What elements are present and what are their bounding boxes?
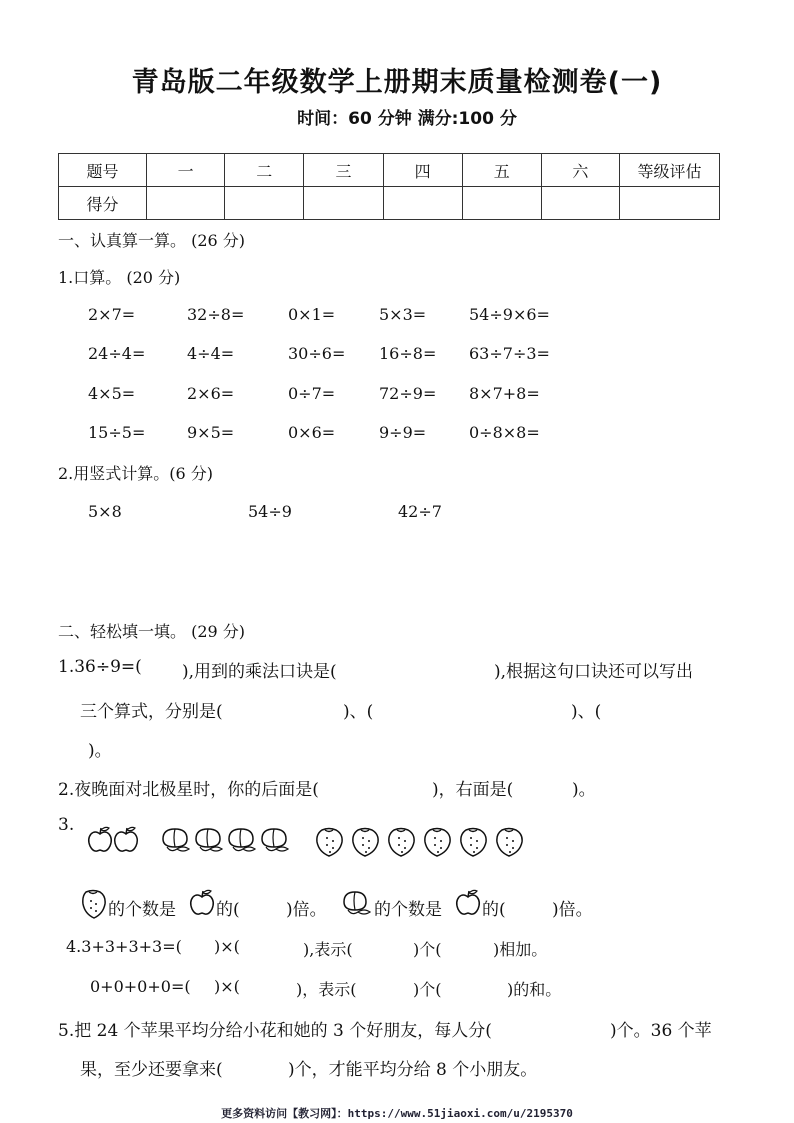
peach-icon bbox=[163, 829, 189, 851]
oral-item: 9÷9= bbox=[379, 423, 427, 442]
q5-line1-a: 5.把 24 个苹果平均分给小花和她的 3 个好朋友，每人分( bbox=[58, 1021, 492, 1041]
oral-item: 16÷8= bbox=[379, 344, 437, 363]
score-header-cell: 二 bbox=[225, 154, 304, 187]
strawberry-icon bbox=[389, 829, 414, 857]
q5-line1-b: )个。36 个苹 bbox=[610, 1021, 712, 1041]
oral-item: 15÷5= bbox=[88, 423, 146, 442]
q1-line1-a: 1.36÷9=( bbox=[58, 657, 142, 677]
score-input-cell[interactable] bbox=[383, 187, 462, 220]
oral-item: 8×7+8= bbox=[469, 384, 540, 403]
score-row-label: 得分 bbox=[59, 187, 147, 220]
vertical-item: 5×8 bbox=[88, 502, 122, 521]
score-input-cell[interactable] bbox=[147, 187, 225, 220]
q2-c: )。 bbox=[572, 780, 596, 800]
q4b-a: 0+0+0+0=( bbox=[90, 977, 191, 996]
strawberry-icon bbox=[78, 888, 108, 920]
q5-line2-b: )个，才能平均分给 8 个小朋友。 bbox=[288, 1060, 538, 1080]
q1-line3: )。 bbox=[88, 741, 112, 761]
score-input-cell[interactable] bbox=[620, 187, 720, 220]
score-header-cell: 五 bbox=[462, 154, 541, 187]
score-input-cell[interactable] bbox=[304, 187, 383, 220]
score-header-cell: 六 bbox=[541, 154, 619, 187]
q4b-d: )个( bbox=[413, 980, 442, 999]
fruit-picture bbox=[84, 822, 544, 862]
vertical-item: 54÷9 bbox=[248, 502, 292, 521]
score-header-cell: 四 bbox=[383, 154, 462, 187]
strawberry-icon bbox=[461, 829, 486, 857]
oral-item: 32÷8= bbox=[187, 305, 245, 324]
q1-line1-b: ),用到的乘法口诀是( bbox=[182, 662, 337, 682]
oral-item: 5×3= bbox=[379, 305, 427, 324]
oral-item: 0×6= bbox=[288, 423, 336, 442]
q4b-c: )，表示( bbox=[296, 980, 357, 999]
q4-c: ),表示( bbox=[303, 940, 353, 959]
score-header-cell: 等级评估 bbox=[620, 154, 720, 187]
peach-icon bbox=[229, 829, 255, 851]
q4b-e: )的和。 bbox=[507, 980, 562, 999]
q3-text-a: 的个数是 bbox=[108, 900, 176, 920]
oral-item: 0×1= bbox=[288, 305, 336, 324]
oral-item: 2×6= bbox=[187, 384, 235, 403]
q4-d: )个( bbox=[413, 940, 442, 959]
q4b-b: )×( bbox=[214, 977, 240, 996]
q4-e: )相加。 bbox=[493, 940, 548, 959]
oral-item: 4÷4= bbox=[187, 344, 235, 363]
q3-text-b: 的( bbox=[216, 900, 240, 920]
score-table-score-row bbox=[59, 187, 720, 220]
peach-icon bbox=[340, 888, 374, 918]
q2-a: 2.夜晚面对北极星时，你的后面是( bbox=[58, 780, 319, 800]
oral-calc-heading: 1.口算。 (20 分) bbox=[58, 268, 181, 287]
oral-item: 72÷9= bbox=[379, 384, 437, 403]
oral-item: 30÷6= bbox=[288, 344, 346, 363]
section2-heading: 二、轻松填一填。 (29 分) bbox=[58, 622, 246, 641]
page-title: 青岛版二年级数学上册期末质量检测卷(一) bbox=[131, 67, 663, 98]
peach-icon bbox=[196, 829, 222, 851]
oral-item: 4×5= bbox=[88, 384, 136, 403]
q3-text-d: 的个数是 bbox=[374, 900, 442, 920]
q1-line1-c: ),根据这句口诀还可以写出 bbox=[494, 662, 694, 682]
score-input-cell[interactable] bbox=[541, 187, 619, 220]
q3-text-f: )倍。 bbox=[552, 900, 593, 920]
strawberry-icon bbox=[425, 829, 450, 857]
oral-item: 0÷8×8= bbox=[469, 423, 540, 442]
apple-icon bbox=[89, 827, 112, 851]
strawberry-icon bbox=[317, 829, 342, 857]
q2-b: )，右面是( bbox=[432, 780, 514, 800]
vertical-item: 42÷7 bbox=[398, 502, 442, 521]
oral-item: 2×7= bbox=[88, 305, 136, 324]
footer-link[interactable]: 更多资料访问【教习网】：https://www.51jiaoxi.com/u/2195370 bbox=[221, 1107, 573, 1120]
strawberry-icon bbox=[497, 829, 522, 857]
score-header-cell: 题号 bbox=[59, 154, 147, 187]
page-subtitle: 时间：60 分钟 满分:100 分 bbox=[297, 109, 517, 129]
peach-icon bbox=[262, 829, 288, 851]
q3-text-c: )倍。 bbox=[286, 900, 327, 920]
apple-icon bbox=[454, 888, 482, 918]
q5-line2-a: 果，至少还要拿来( bbox=[80, 1060, 223, 1080]
q4-b: )×( bbox=[214, 937, 240, 956]
strawberry-icon bbox=[353, 829, 378, 857]
oral-item: 0÷7= bbox=[288, 384, 336, 403]
oral-item: 54÷9×6= bbox=[469, 305, 550, 324]
oral-item: 63÷7÷3= bbox=[469, 344, 550, 363]
apple-icon bbox=[188, 888, 216, 918]
score-input-cell[interactable] bbox=[462, 187, 541, 220]
apple-icon bbox=[115, 827, 138, 851]
q3-number: 3. bbox=[58, 815, 75, 835]
score-table bbox=[58, 153, 720, 220]
oral-item: 9×5= bbox=[187, 423, 235, 442]
score-input-cell[interactable] bbox=[225, 187, 304, 220]
score-table-header-row bbox=[59, 154, 720, 187]
q3-text-e: 的( bbox=[482, 900, 506, 920]
q1-line2-a: 三个算式，分别是( bbox=[80, 702, 223, 722]
q4-a: 4.3+3+3+3=( bbox=[66, 937, 182, 956]
score-header-cell: 一 bbox=[147, 154, 225, 187]
oral-item: 24÷4= bbox=[88, 344, 146, 363]
vertical-calc-heading: 2.用竖式计算。(6 分) bbox=[58, 464, 214, 483]
q1-line2-c: )、( bbox=[571, 702, 602, 722]
q1-line2-b: )、( bbox=[343, 702, 374, 722]
score-header-cell: 三 bbox=[304, 154, 383, 187]
section1-heading: 一、认真算一算。 (26 分) bbox=[58, 231, 246, 250]
